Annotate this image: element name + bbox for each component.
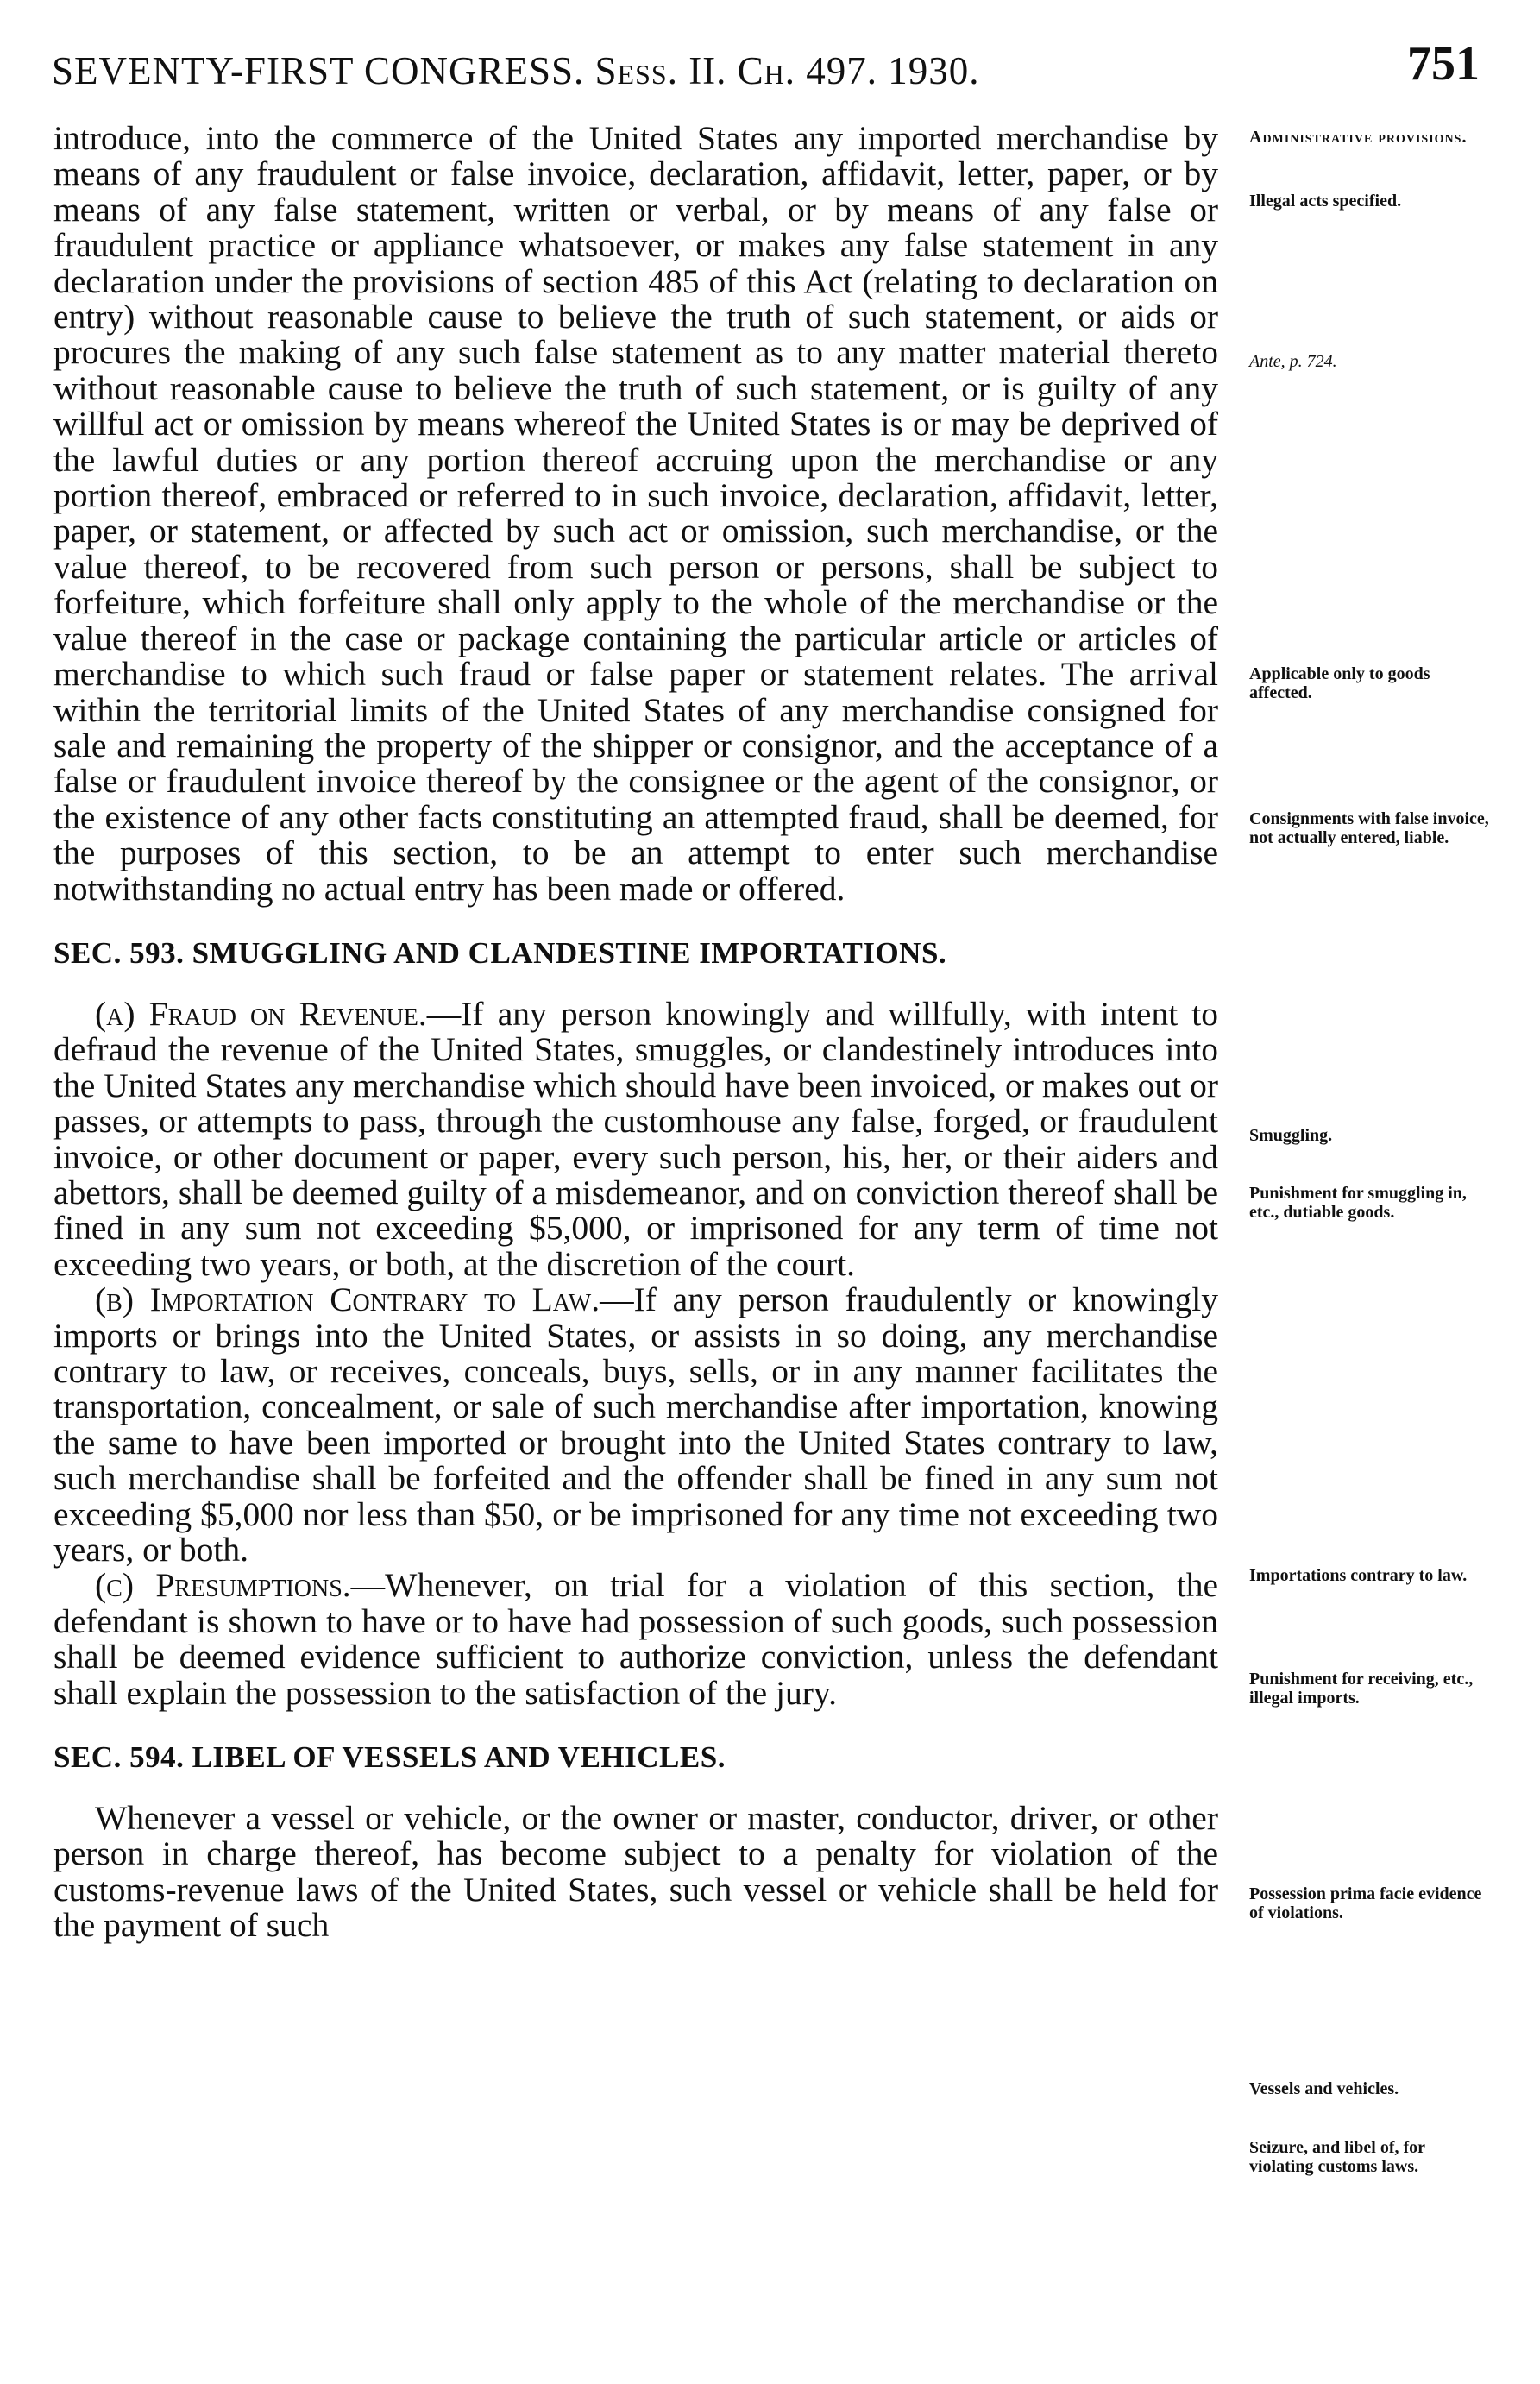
margin-note-illegal-acts: Illegal acts specified. [1249, 192, 1402, 211]
sec-593c-label: (c) Presumptions. [95, 1566, 351, 1605]
margin-note-ante: Ante, p. 724. [1249, 352, 1337, 371]
sec-593a-paragraph [53, 994, 1218, 1283]
running-head [52, 48, 980, 93]
page-header [52, 36, 1480, 105]
sec-593-heading: SEC. 593. SMUGGLING AND CLANDESTINE IMPORTATIONS. [53, 935, 947, 970]
session-label: Sess. II. [594, 49, 727, 92]
congress-title: SEVENTY-FIRST CONGRESS. [52, 49, 585, 92]
margin-note-administrative: Administrative provisions. [1249, 128, 1468, 147]
sec-593a-text: —If any person knowingly and willfully, with intent to defraud the revenue of the United States, smuggles, or clandestinely introduces into the United States any merchandise which should have been invoiced, or makes out or passes, or attempts to pass, through the customhouse any false, forged, or fraudulent invoice, or other document or paper, every such person, his, her, or their aiders and abettors, shall be deemed guilty of a misdemeanor, and on conviction thereof shall be fined in any sum not exceeding $5,000, or imprisoned for any term of time not exceeding two years, or both, at the discretion of the court. [53, 994, 1218, 1283]
chapter-label: Ch. 497. [737, 49, 878, 92]
margin-note-punishment-smuggling: Punishment for smuggling in, etc., dutiable goods. [1249, 1184, 1467, 1222]
sec-593c-paragraph [53, 1568, 1218, 1711]
year-label: 1930. [888, 49, 980, 92]
margin-note-applicable: Applicable only to goods affected. [1249, 664, 1430, 702]
page-number: 751 [1407, 37, 1480, 91]
sec-593c-text: —Whenever, on trial for a violation of this section, the defendant is shown to have or to have had possession of such goods, such possession shall be deemed evidence sufficient to authorize conviction, unless the defendant shall explain the possession to the satisfaction of the jury. [53, 1566, 1219, 1712]
margin-note-seizure: Seizure, and libel of, for violating customs laws. [1249, 2138, 1425, 2176]
margin-note-possession: Possession prima facie evidence of violations. [1249, 1884, 1482, 1922]
sec-593b-paragraph [53, 1282, 1218, 1568]
sec-593a-label: (a) Fraud on Revenue. [95, 994, 427, 1033]
margin-note-punishment-receiving: Punishment for receiving, etc., illegal imports. [1249, 1670, 1474, 1708]
sec-593b-label: (b) Importation Contrary to Law. [95, 1280, 600, 1319]
margin-note-consignments: Consignments with false invoice, not actually entered, liable. [1249, 809, 1489, 847]
sec-593b-text: —If any person fraudulently or knowingly imports or brings into the United States, or assists in so doing, any merchandise contrary to law, or receives, conceals, buys, sells, or in any manner facilitates the transportation, concealment, or sale of such merchandise after importation, knowing the same to have been imported or brought into the United States contrary to law, such merchandise shall be forfeited and the offender shall be fined in any sum not exceeding $5,000 nor less than $50, or be imprisoned for any time not exceeding two years, or both. [53, 1280, 1218, 1569]
sec-594-paragraph: Whenever a vessel or vehicle, or the owner or master, conductor, driver, or other person in charge thereof, has become subject to a penalty for violation of the customs-revenue laws of the United States, such vessel or vehicle shall be held for the payment of such [53, 1799, 1218, 1945]
main-text-column [53, 121, 1218, 1944]
sec-594-heading: SEC. 594. LIBEL OF VESSELS AND VEHICLES. [53, 1740, 726, 1775]
intro-paragraph: introduce, into the commerce of the United States any imported merchandise by means of any fraudulent or false invoice, declaration, affidavit, letter, paper, or by means of any false statement, written or verbal, or by means of any false or fraudulent practice or appliance whatsoever, or makes any false statement in any declaration under the provisions of section 485 of this Act (relating to declaration on entry) without reasonable cause to believe the truth of such statement, or aids or procures the making of any such false statement as to any matter material thereto without reasonable cause to believe the truth of such statement, or is guilty of any willful act or omission by means whereof the United States is or may be deprived of the lawful duties or any portion thereof accruing upon the merchandise or any portion thereof, embraced or referred to in such invoice, declaration, affidavit, letter, paper, or statement, or affected by such act or omission, such merchandise, or the value thereof, to be recovered from such person or persons, shall be subject to forfeiture, which forfeiture shall only apply to the whole of the merchandise or the value thereof in the case or package containing the particular article or articles of merchandise to which such fraud or false paper or statement relates. The arrival within the territorial limits of the United States of any merchandise consigned for sale and remaining the property of the shipper or consignor, and the acceptance of a false or fraudulent invoice thereof by the consignee or the agent of the consignor, or the existence of any other facts constituting an attempted fraud, shall be deemed, for the purposes of this section, to be an attempt to enter such merchandise notwithstanding no actual entry has been made or offered. [53, 119, 1218, 908]
margin-note-vessels: Vessels and vehicles. [1249, 2079, 1399, 2098]
margin-note-smuggling: Smuggling. [1249, 1126, 1333, 1145]
margin-note-importations-contrary: Importations contrary to law. [1249, 1566, 1468, 1585]
